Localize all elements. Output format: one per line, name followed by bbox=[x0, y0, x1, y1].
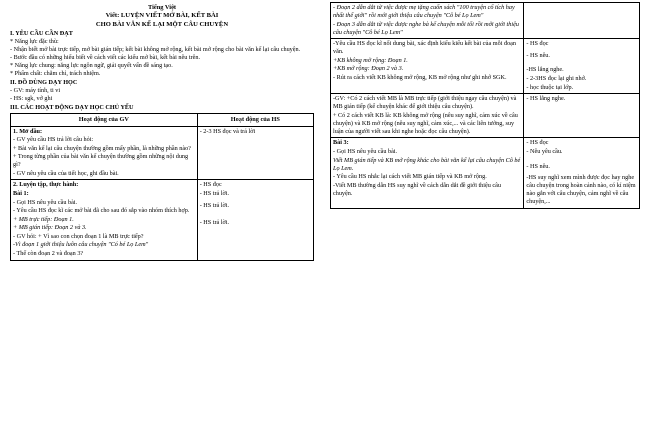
section-i-line-3: * Năng lực chung: năng lực ngôn ngữ, giải quyết vấn đề sáng tạo. bbox=[10, 61, 173, 69]
table-header-gv: Hoạt động của GV bbox=[11, 114, 198, 126]
rrow3-hs-line-0: - HS lắng nghe. bbox=[526, 95, 566, 103]
rrow4-gv-cell bbox=[331, 138, 524, 208]
table-row bbox=[331, 94, 640, 138]
rrow2-hs-line-6: - 2-3HS đọc lại ghi nhớ. bbox=[526, 74, 587, 82]
row1-gv-line-2: + Bài văn kể lại câu chuyện thường gồm mấy phần, là những phần nào? bbox=[13, 144, 191, 152]
rrow4-hs-line-4: - HS nêu. bbox=[526, 162, 550, 170]
section-i-line-1: - Nhận biết mở bài trực tiếp, mở bài gián tiếp; kết bài không mở rộng, kết bài mở rộng cho bài văn kể lại câu chuyện. bbox=[10, 45, 301, 53]
rrow2-gv-line-1: +KB không mở rộng: Đoạn 1. bbox=[333, 56, 408, 64]
row1-gv-line-1: - GV yêu cầu HS trả lời câu hỏi: bbox=[13, 136, 94, 144]
row2-gv-line-7: -Vì đoạn 1 giới thiệu luôn câu chuyện "Có bé Lọ Lem" bbox=[13, 241, 149, 249]
rrow1-hs-cell bbox=[524, 3, 640, 39]
row2-hs-line-6: - HS trả lời. bbox=[199, 219, 230, 227]
row2-gv-line-2: - Gọi HS nêu yêu cầu bài. bbox=[13, 198, 78, 206]
row2-gv-line-3: - Yêu cầu HS đọc kĩ các mở bài đã cho sau đó sắp vào nhóm thích hợp. bbox=[13, 207, 190, 215]
table-row bbox=[331, 138, 640, 208]
row2-gv-cell bbox=[11, 180, 198, 260]
rrow2-gv-line-3: - Rút ra cách viết KB không mở rộng, KB mở rộng như ghi nhớ SGK. bbox=[333, 74, 507, 81]
rrow2-hs-cell bbox=[524, 39, 640, 94]
rrow1-gv-line-0: - Đoạn 2 dẫn dắt từ việc được mẹ tặng cuốn sách "100 truyện cổ tích hay nhất thế giới" rồi mới giới thiệu câu chuyện "Cô bé Lọ Lem" bbox=[333, 4, 515, 20]
row2-hs-cell bbox=[197, 180, 313, 260]
table-header-row bbox=[11, 114, 314, 126]
table-row bbox=[11, 126, 314, 180]
rrow3-gv-cell bbox=[331, 94, 524, 138]
document-title-line1: Viết: LUYỆN VIẾT MỞ BÀI, KẾT BÀI bbox=[105, 12, 219, 20]
rrow4-hs-line-1: - Nêu yêu cầu. bbox=[526, 147, 563, 155]
rrow4-gv-line-2: Viết MB gián tiếp và KB mở rộng khác cho bài văn kể lại câu chuyện Cô bé Lọ Lem. bbox=[333, 156, 521, 172]
row2-gv-line-1: Bài 1: bbox=[13, 190, 29, 198]
rrow4-gv-line-1: - Gọi HS nêu yêu cầu bài. bbox=[333, 147, 398, 155]
section-iii-heading: III. CÁC HOẠT ĐỘNG DẠY HỌC CHỦ YẾU bbox=[10, 103, 134, 111]
section-i-heading: I. YÊU CẦU CẦN ĐẠT bbox=[10, 30, 73, 38]
rrow2-hs-line-7: - học thuộc tại lớp. bbox=[526, 83, 574, 91]
row2-gv-line-5: + MB gián tiếp: Đoạn 2 và 3. bbox=[13, 224, 87, 232]
rrow2-hs-line-0: - HS đọc bbox=[526, 40, 549, 48]
rrow2-hs-line-5: -HS lắng nghe. bbox=[526, 66, 564, 74]
section-ii-heading: II. ĐỒ DÙNG DẠY HỌC bbox=[10, 78, 78, 86]
rrow4-hs-line-6: -HS suy nghĩ xem mình được đọc hay nghe câu chuyện trong hoàn cảnh nào, có kỉ niệm nào gắn với câu chuyện, cảm nghĩ về câu chuyện,... bbox=[526, 174, 636, 206]
subject-title: Tiếng Việt bbox=[147, 4, 177, 11]
section-i-line-4: * Phẩm chất: chăm chỉ, trách nhiệm. bbox=[10, 69, 101, 77]
row2-hs-line-0: - HS đọc bbox=[199, 181, 222, 189]
rrow1-gv-line-1: - Đoạn 3 dẫn dắt từ việc được nghe bà kể chuyện mỗi tối rồi mới giới thiệu câu chuyện "Cô bé Lọ Lem" bbox=[333, 20, 519, 36]
document-title-line2: CHO BÀI VĂN KỂ LẠI MỘT CÂU CHUYỆN bbox=[95, 20, 229, 28]
row2-gv-line-0: 2. Luyện tập, thực hành: bbox=[13, 181, 79, 189]
row2-gv-line-8: - Thế còn đoạn 2 và đoạn 3? bbox=[13, 249, 84, 257]
rrow2-hs-line-2: - HS nêu. bbox=[526, 51, 550, 59]
table-row bbox=[331, 3, 640, 39]
section-ii-line-0: - GV: máy tính, ti vi bbox=[10, 86, 61, 94]
rrow1-gv-cell bbox=[331, 3, 524, 39]
section-i-line-0: * Năng lực đặc thù: bbox=[10, 38, 59, 45]
row2-gv-line-4: + MB trực tiếp: Đoạn 1. bbox=[13, 215, 74, 223]
row1-gv-line-3: + Trong từng phần của bài văn kể chuyện thường gồm những nội dung gì? bbox=[13, 153, 189, 169]
row1-hs-line-0: - 2-3 HS đọc và trả lời bbox=[199, 127, 256, 135]
rrow2-gv-cell bbox=[331, 39, 524, 94]
row2-hs-line-1: - HS trả lời. bbox=[199, 190, 230, 198]
table-header-hs: Hoạt động của HS bbox=[197, 114, 313, 126]
rrow4-hs-line-0: - HS đọc bbox=[526, 139, 549, 147]
section-ii-line-1: - HS: sgk, vở ghi bbox=[10, 94, 53, 102]
row1-hs-cell bbox=[197, 126, 313, 180]
row2-gv-line-6: - GV hỏi: + Vì sao con chọn đoạn 1 là MB trực tiếp? bbox=[13, 232, 144, 240]
left-page-column bbox=[0, 0, 322, 443]
row1-gv-line-0: 1. Mở đầu: bbox=[13, 127, 43, 135]
row1-gv-line-4: - GV nêu yêu cầu của tiết học, ghi đầu bài. bbox=[13, 169, 119, 177]
rrow2-gv-line-2: +KB mở rộng: Đoạn 2 và 3. bbox=[333, 65, 404, 73]
table-row bbox=[331, 39, 640, 94]
rrow3-gv-line-0: -GV: +Có 2 cách viết MB là MB trực tiếp (giới thiệu ngay câu chuyện) và MB gián tiếp (kể chuyện khác để giới thiệu câu chuyện). bbox=[333, 95, 517, 111]
table-row bbox=[11, 180, 314, 260]
rrow2-gv-line-0: -Yêu cầu HS đọc kĩ nối dung bài, xác định kiểu kiểu kết bài của mỗi đoạn văn. bbox=[333, 40, 516, 56]
row1-gv-cell bbox=[11, 126, 198, 180]
activities-table bbox=[10, 113, 314, 260]
rrow4-hs-cell bbox=[524, 138, 640, 208]
activities-table-continued bbox=[330, 2, 640, 209]
right-page-column bbox=[322, 0, 650, 443]
rrow4-gv-line-4: -Viết MB thường dẫn HS suy nghĩ về cách dẫn dắt đề giới thiệu câu chuyện. bbox=[333, 181, 501, 197]
section-i-line-2: - Bước đầu có những hiểu biết về cách viết các kiểu mở bài, kết bài nêu trên. bbox=[10, 53, 201, 61]
rrow3-gv-line-1: + Có 2 cách viết KB là: KB không mở rộng (nêu suy nghĩ, cảm xúc về câu chuyện) và KB mở rộng (nêu suy nghĩ, cảm xúc,... và các liên tưởng, suy luận của người viết sau khi nghe hoặc đọc câu chuyện). bbox=[333, 111, 518, 135]
row2-hs-line-3: - HS trả lời. bbox=[199, 201, 230, 209]
rrow4-gv-line-0: Bài 3: bbox=[333, 139, 349, 147]
rrow3-hs-cell bbox=[524, 94, 640, 138]
rrow4-gv-line-3: - Yêu cầu HS nhắc lại cách viết MB gián tiếp và KB mở rộng. bbox=[333, 173, 487, 181]
